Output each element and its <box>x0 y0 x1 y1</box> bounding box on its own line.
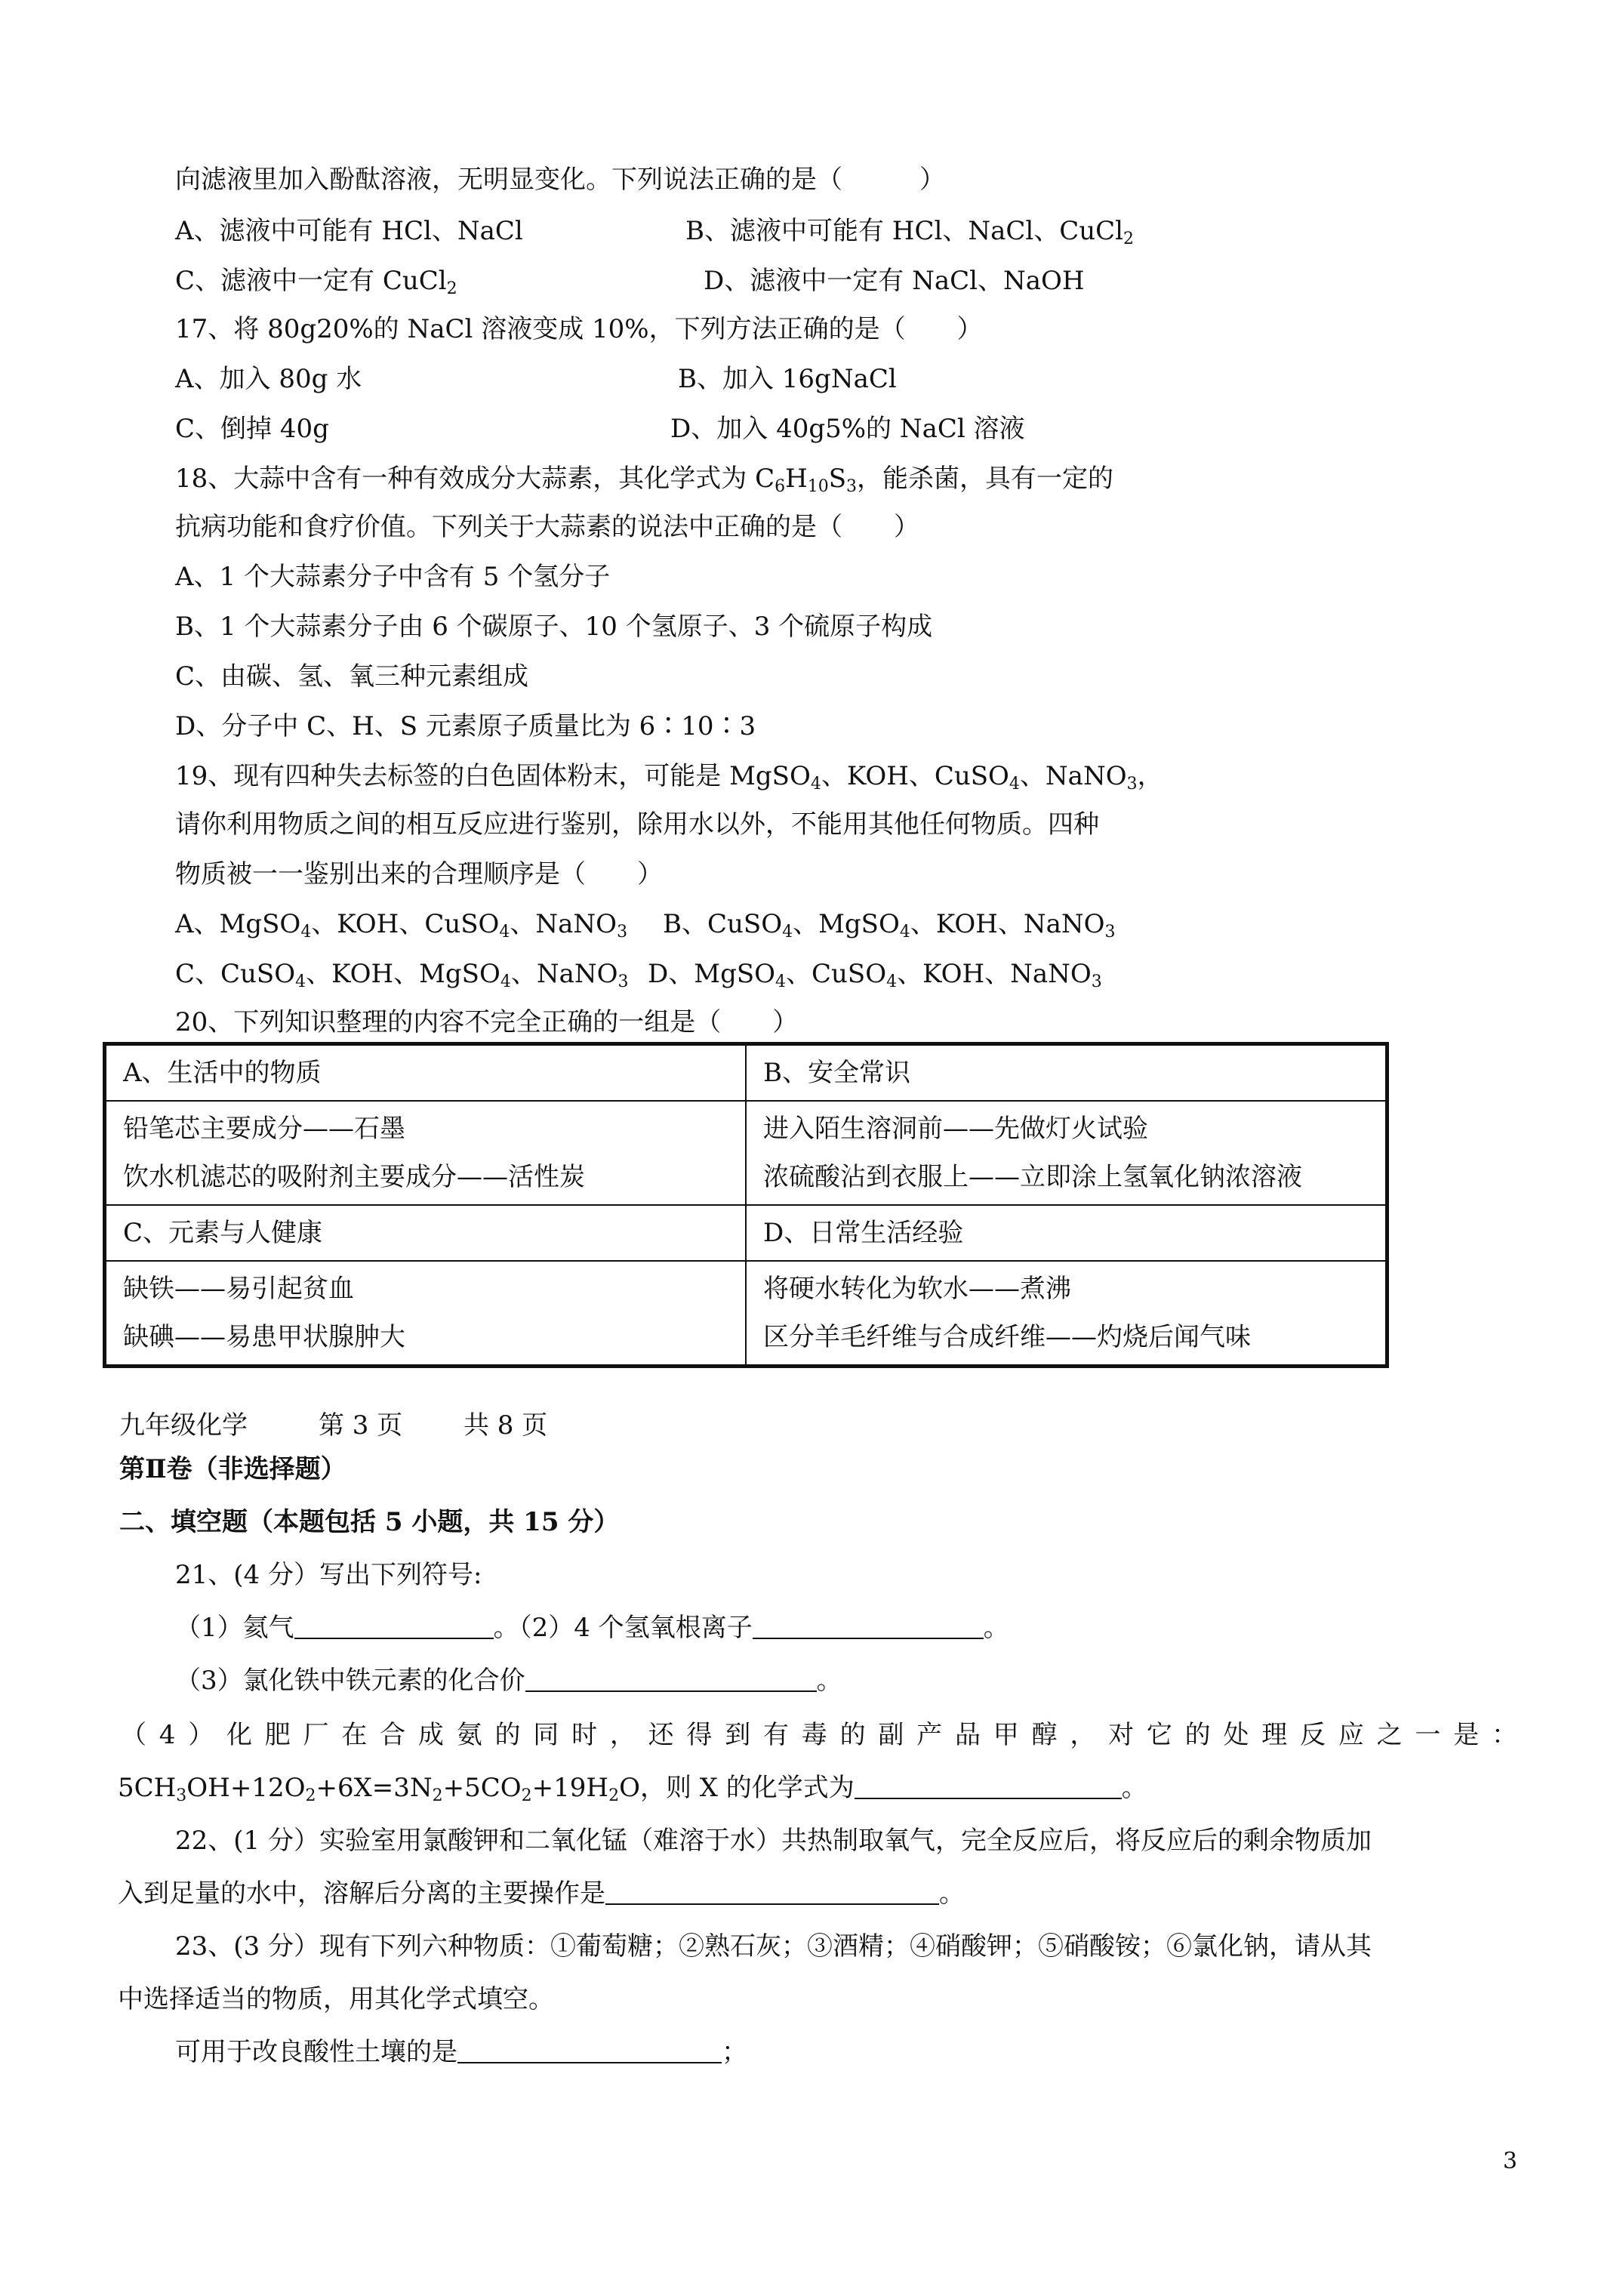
cell-a-line2: 饮水机滤芯的吸附剂主要成分——活性炭 <box>123 1162 585 1192</box>
answer-blank[interactable] <box>457 2036 722 2063</box>
footer-total: 共 8 页 <box>463 1410 548 1441</box>
q17-option-a: A、加入 80g 水 <box>175 364 362 394</box>
q21-part1-2: （1）氦气 。（2）4 个氢氧根离子 。 <box>175 1613 1009 1643</box>
q19-stem-line2: 请你利用物质之间的相互反应进行鉴别，除用水以外，不能用其他任何物质。四种 <box>175 809 1099 840</box>
cell-c-head: C、元素与人健康 <box>105 1205 747 1261</box>
q19-option-a: A、MgSO$_4$、KOH、CuSO$_4$、NaNO$_3$ <box>175 909 628 942</box>
cell-b-head: B、安全常识 <box>746 1044 1387 1102</box>
cell-b-body <box>746 1101 1387 1205</box>
page-number: 3 <box>1502 2148 1517 2174</box>
cell-d-line2: 区分羊毛纤维与合成纤维——灼烧后闻气味 <box>763 1322 1251 1352</box>
q20-stem: 20、下列知识整理的内容不完全正确的一组是（ ） <box>175 1007 799 1037</box>
footer-subject: 九年级化学 <box>119 1410 248 1441</box>
q18-option-c: C、由碳、氢、氧三种元素组成 <box>175 661 529 692</box>
q17-option-b: B、加入 16gNaCl <box>678 364 897 394</box>
answer-blank[interactable] <box>753 1612 984 1639</box>
q16-option-c: C、滤液中一定有 CuCl$_2$ <box>175 266 457 298</box>
q19-option-c: C、CuSO$_4$、KOH、MgSO$_4$、NaNO$_3$ <box>175 959 629 991</box>
table-row <box>105 1205 1387 1261</box>
cell-c-body <box>105 1261 747 1367</box>
q22-line1: 22、(1 分）实验室用氯酸钾和二氧化锰（难溶于水）共热制取氧气，完全反应后，将反应后的剩余物质加 <box>175 1826 1372 1856</box>
section-fill-in-title: 二、填空题（本题包括 5 小题，共 15 分） <box>119 1507 620 1537</box>
cell-b-line1: 进入陌生溶洞前——先做灯火试验 <box>763 1114 1148 1144</box>
part2-title: 第Ⅱ卷（非选择题） <box>119 1454 346 1484</box>
q16-option-b: B、滤液中可能有 HCl、NaCl、CuCl$_2$ <box>685 216 1135 248</box>
q19-option-b: B、CuSO$_4$、MgSO$_4$、KOH、NaNO$_3$ <box>663 909 1116 942</box>
cell-d-line1: 将硬水转化为软水——煮沸 <box>763 1274 1071 1304</box>
q16-option-a: A、滤液中可能有 HCl、NaCl <box>175 216 523 246</box>
table-row <box>105 1044 1387 1102</box>
cell-a-body <box>105 1101 747 1205</box>
q21-part4: （4）化肥厂在合成氨的同时，还得到有毒的副产品甲醇，对它的处理反应之一是： <box>121 1720 1517 1750</box>
q21-part3: （3）氯化铁中铁元素的化合价 。 <box>175 1666 842 1696</box>
q19-stem: 19、现有四种失去标签的白色固体粉末，可能是 MgSO$_4$、KOH、CuSO$_4$、NaNO$_3$， <box>175 761 1163 794</box>
table-row <box>105 1261 1387 1367</box>
q20-knowledge-table <box>103 1042 1389 1368</box>
answer-blank[interactable] <box>605 1878 939 1905</box>
cell-d-body <box>746 1261 1387 1367</box>
q17-option-d: D、加入 40g5%的 NaCl 溶液 <box>670 414 1025 444</box>
cell-a-line1: 铅笔芯主要成分——石墨 <box>123 1114 405 1144</box>
q21-equation: $5CH_3OH+12O_2+6X=3N_2+5CO_2+19H_2O$，则 X 的化学式为 。 <box>118 1773 1147 1805</box>
q16-stem-tail: 向滤液里加入酚酞溶液，无明显变化。下列说法正确的是（ ） <box>175 165 945 195</box>
cell-b-line2: 浓硫酸沾到衣服上——立即涂上氢氧化钠浓溶液 <box>763 1162 1302 1192</box>
q18-stem-line2: 抗病功能和食疗价值。下列关于大蒜素的说法中正确的是（ ） <box>175 512 919 542</box>
q18-stem: 18、大蒜中含有一种有效成分大蒜素，其化学式为 $C_6H_{10}S_3$，能杀菌，具有一定的 <box>175 464 1114 496</box>
answer-blank[interactable] <box>525 1665 817 1692</box>
q23-line3: 可用于改良酸性土壤的是 ； <box>175 2037 747 2067</box>
q23-line2: 中选择适当的物质，用其化学式填空。 <box>118 1984 554 2014</box>
table-row <box>105 1101 1387 1205</box>
q22-line2: 入到足量的水中，溶解后分离的主要操作是 。 <box>118 1878 965 1909</box>
cell-c-line2: 缺碘——易患甲状腺肿大 <box>123 1322 405 1352</box>
q21-stem: 21、(4 分）写出下列符号: <box>175 1560 482 1590</box>
q19-stem-line3: 物质被一一鉴别出来的合理顺序是（ ） <box>175 859 663 889</box>
footer-page: 第 3 页 <box>319 1410 403 1441</box>
answer-blank[interactable] <box>294 1612 494 1639</box>
q17-stem: 17、将 80g20%的 NaCl 溶液变成 10%，下列方法正确的是（ ） <box>175 314 983 344</box>
cell-c-line1: 缺铁——易引起贫血 <box>123 1274 354 1304</box>
q23-line1: 23、(3 分）现有下列六种物质：①葡萄糖；②熟石灰；③酒精；④硝酸钾；⑤硝酸铵；⑥氯化钠，请从其 <box>175 1931 1372 1962</box>
q18-option-d: D、分子中 C、H、S 元素原子质量比为 6∶10∶3 <box>175 711 756 741</box>
answer-blank[interactable] <box>855 1772 1122 1799</box>
cell-a-head: A、生活中的物质 <box>105 1044 747 1102</box>
q18-option-b: B、1 个大蒜素分子由 6 个碳原子、10 个氢原子、3 个硫原子构成 <box>175 612 933 642</box>
cell-d-head: D、日常生活经验 <box>746 1205 1387 1261</box>
q18-option-a: A、1 个大蒜素分子中含有 5 个氢分子 <box>175 562 611 592</box>
q19-option-d: D、MgSO$_4$、CuSO$_4$、KOH、NaNO$_3$ <box>648 959 1102 991</box>
q16-option-d: D、滤液中一定有 NaCl、NaOH <box>704 266 1085 296</box>
q17-option-c: C、倒掉 40g <box>175 414 329 444</box>
